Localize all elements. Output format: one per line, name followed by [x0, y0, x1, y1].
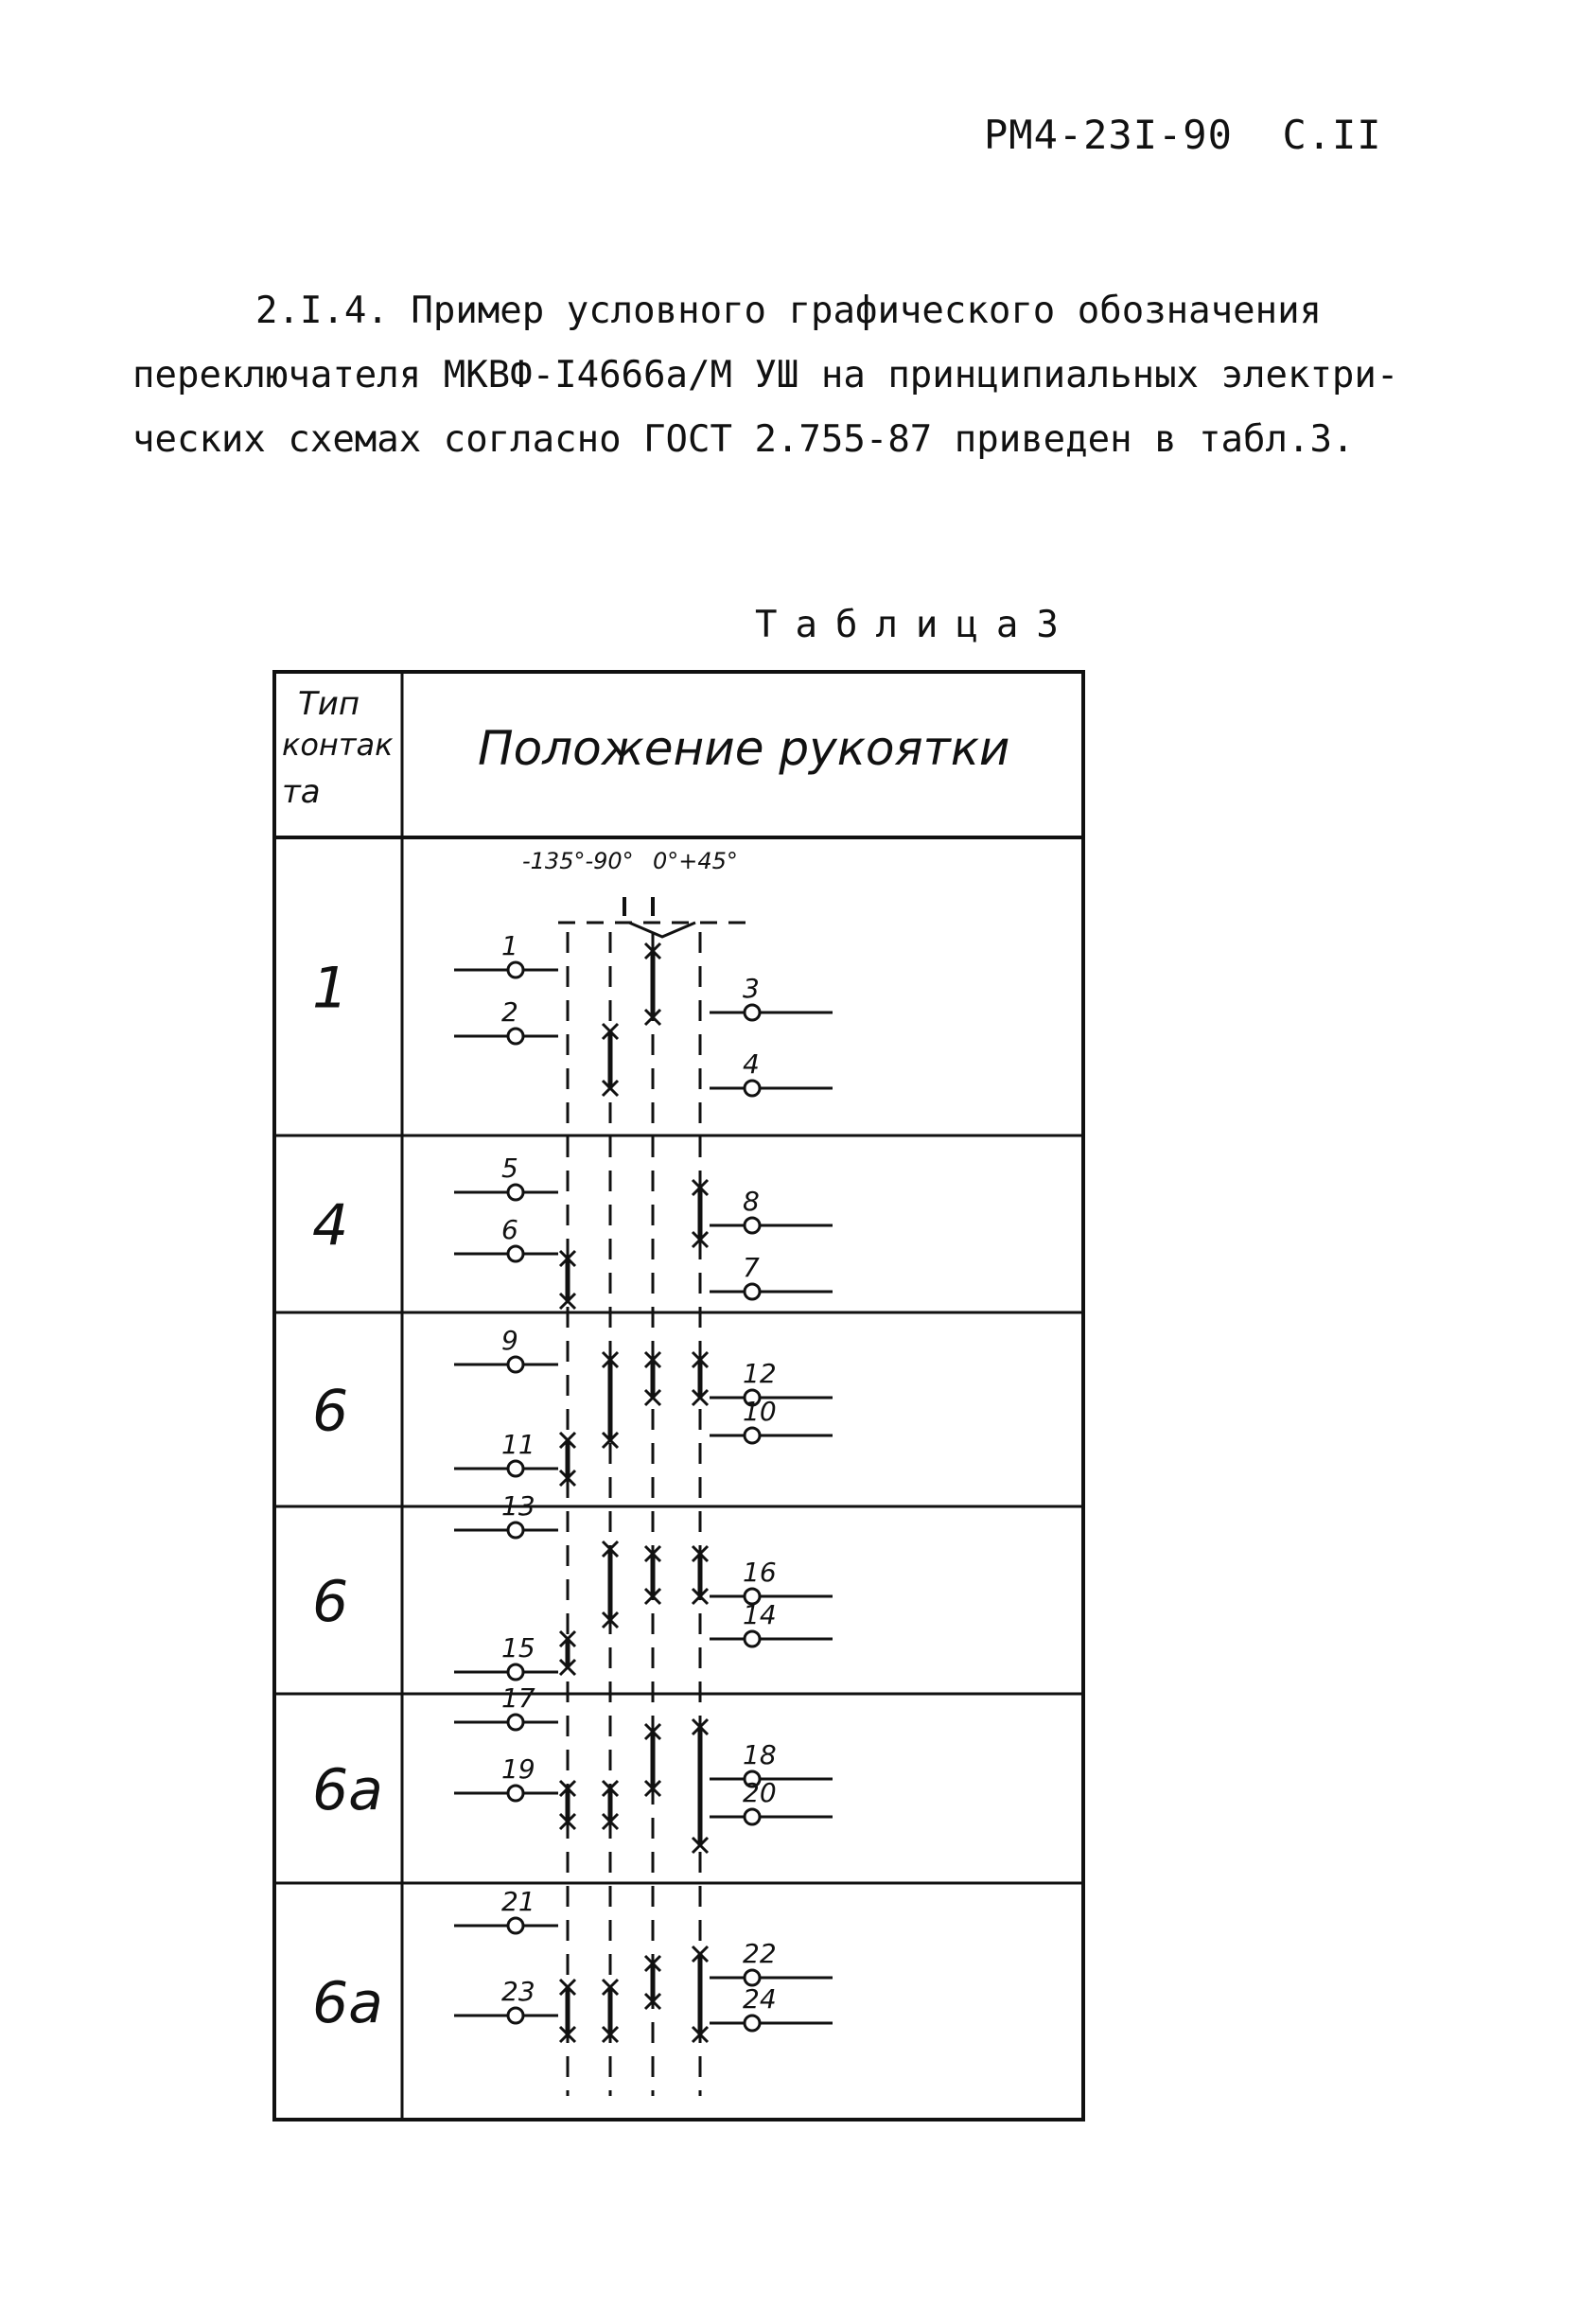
contact-number-label: 6	[501, 1214, 518, 1245]
header-position: Положение рукоятки	[478, 721, 1010, 776]
paragraph-line-2: переключателя МКВФ-I4666а/М УШ на принципиальных электри-	[132, 354, 1399, 396]
header-type-line3: та	[282, 773, 321, 811]
contact-number-label: 8	[743, 1186, 760, 1217]
table-caption: Таблица3	[755, 604, 1077, 646]
terminal-circle	[745, 1631, 760, 1646]
contact-number-label: 13	[501, 1490, 535, 1522]
contact-rows	[312, 930, 833, 2042]
contact-number-label: 3	[743, 973, 760, 1004]
terminal-circle	[745, 2016, 760, 2031]
contact-number-label: 4	[743, 1048, 760, 1080]
angle-label-left: -135°-90°	[522, 848, 634, 874]
terminal-circle	[745, 1284, 760, 1299]
row-contact-type: 6а	[312, 1970, 383, 2036]
page-number: С.II	[1282, 112, 1382, 158]
terminal-circle	[508, 1185, 523, 1200]
contact-number-label: 12	[743, 1358, 777, 1389]
contact-number-label: 2	[501, 996, 518, 1028]
contact-number-label: 7	[743, 1252, 760, 1283]
contact-number-label: 11	[501, 1429, 535, 1460]
contact-number-label: 9	[501, 1325, 518, 1356]
table-frame	[274, 672, 1083, 2120]
row-contact-type: 6а	[312, 1757, 383, 1823]
contact-number-label: 18	[743, 1739, 777, 1770]
contact-number-label: 22	[743, 1938, 777, 1969]
row-contact-type: 6	[312, 1569, 349, 1635]
terminal-circle	[508, 962, 523, 977]
contact-number-label: 19	[501, 1753, 535, 1785]
contact-number-label: 21	[501, 1886, 535, 1917]
terminal-circle	[508, 1246, 523, 1261]
terminal-circle	[745, 1809, 760, 1824]
row-contact-type: 4	[312, 1192, 349, 1259]
contact-number-label: 5	[501, 1153, 518, 1184]
contact-number-label: 23	[501, 1976, 535, 2007]
contact-number-label: 24	[743, 1983, 777, 2015]
row-contact-type: 6	[312, 1378, 349, 1445]
doc-code: РМ4-23I-90	[984, 112, 1233, 158]
paragraph-line-1: 2.I.4. Пример условного графического обозначения	[255, 290, 1323, 332]
angle-label-right: 0°+45°	[653, 848, 738, 874]
terminal-circle	[508, 1918, 523, 1933]
terminal-circle	[508, 1461, 523, 1476]
terminal-circle	[508, 1029, 523, 1044]
paragraph-line-3: ческих схемах согласно ГОСТ 2.755-87 приведен в табл.3.	[132, 418, 1355, 461]
contact-number-label: 10	[743, 1396, 777, 1427]
terminal-circle	[508, 2008, 523, 2023]
terminal-circle	[508, 1664, 523, 1680]
contact-number-label: 14	[743, 1599, 777, 1630]
contact-number-label: 16	[743, 1557, 777, 1588]
terminal-circle	[508, 1786, 523, 1801]
terminal-circle	[745, 1428, 760, 1443]
terminal-circle	[508, 1357, 523, 1372]
header-type-line1: Тип	[298, 685, 360, 723]
contact-number-label: 15	[501, 1632, 535, 1664]
terminal-circle	[745, 1218, 760, 1233]
contact-number-label: 17	[501, 1682, 535, 1714]
contact-number-label: 20	[743, 1777, 777, 1808]
row-contact-type: 1	[312, 955, 349, 1022]
terminal-circle	[745, 1005, 760, 1020]
terminal-circle	[508, 1715, 523, 1730]
handle-pointer	[629, 923, 695, 937]
terminal-circle	[508, 1523, 523, 1538]
contact-number-label: 1	[501, 930, 518, 961]
header-type-line2: контак	[282, 727, 394, 763]
terminal-circle	[745, 1081, 760, 1096]
